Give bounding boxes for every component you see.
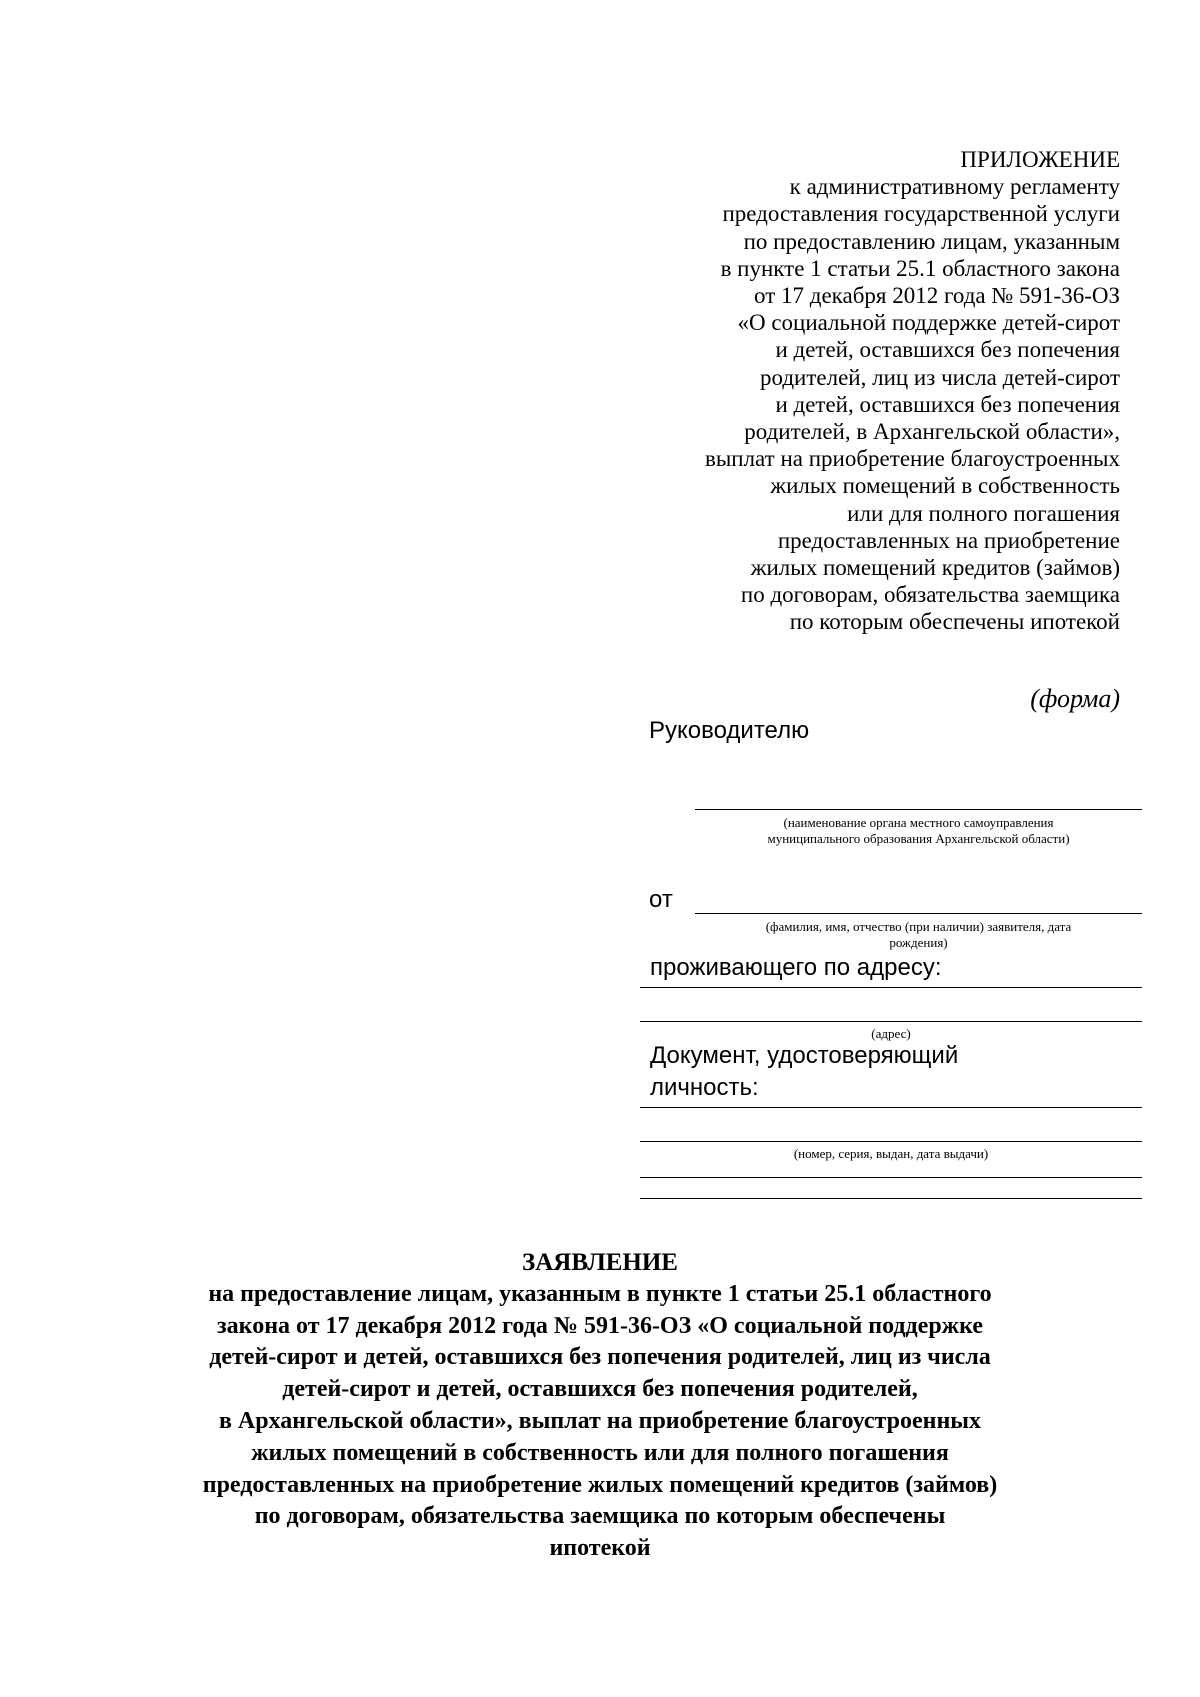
recipient-caption-line: муниципального образования Архангельской области)	[767, 831, 1070, 846]
statement-title-line: детей-сирот и детей, оставшихся без попечения родителей, лиц из числа	[209, 1344, 991, 1371]
statement-title-line: жилых помещений в собственность или для полного погашения	[251, 1439, 949, 1466]
statement-title-line: на предоставление лицам, указанным в пункте 1 статьи 25.1 областного	[208, 1280, 992, 1307]
id-document-field-line-2[interactable]	[640, 1141, 1142, 1142]
appendix-line: предоставленных на приобретение	[777, 527, 1120, 553]
statement-title-line: закона от 17 декабря 2012 года № 591-36-ОЗ «О социальной поддержке	[217, 1312, 983, 1339]
form-mark: (форма)	[1030, 684, 1120, 713]
recipient-caption	[695, 815, 1142, 847]
recipient-field-line[interactable]	[695, 809, 1142, 810]
appendix-header	[600, 146, 1120, 636]
appendix-line: по которым обеспечены ипотекой	[789, 609, 1120, 635]
statement-title-line: ипотекой	[549, 1535, 651, 1562]
id-document-field-line-4[interactable]	[640, 1198, 1142, 1199]
appendix-line: и детей, оставшихся без попечения	[775, 391, 1120, 417]
appendix-line: предоставления государственной услуги	[722, 201, 1120, 227]
appendix-line: «О социальной поддержке детей-сирот	[737, 310, 1120, 336]
statement-title	[100, 1247, 1100, 1565]
appendix-line: выплат на приобретение благоустроенных	[704, 446, 1120, 472]
id-document-field-line-3[interactable]	[640, 1177, 1142, 1178]
id-document-label-line: Документ, удостоверяющий	[650, 1042, 959, 1069]
applicant-field-line[interactable]	[695, 913, 1142, 914]
appendix-line: родителей, лиц из числа детей-сирот	[759, 364, 1120, 390]
appendix-line: к административному регламенту	[789, 174, 1120, 200]
applicant-caption-line: рождения)	[889, 935, 948, 950]
appendix-line: родителей, в Архангельской области»,	[744, 419, 1120, 445]
address-caption: (адрес)	[871, 1026, 911, 1041]
address-field-line[interactable]	[640, 987, 1142, 988]
id-document-field-line[interactable]	[640, 1107, 1142, 1108]
from-label: от	[649, 886, 673, 913]
appendix-line: и детей, оставшихся без попечения	[775, 337, 1120, 363]
appendix-line: ПРИЛОЖЕНИЕ	[960, 147, 1120, 172]
statement-heading: ЗАЯВЛЕНИЕ	[522, 1249, 678, 1276]
appendix-line: в пункте 1 статьи 25.1 областного закона	[720, 255, 1120, 281]
appendix-line: по договорам, обязательства заемщика	[740, 582, 1120, 608]
appendix-line: жилых помещений в собственность	[770, 473, 1120, 499]
address-label: проживающего по адресу:	[650, 954, 942, 981]
statement-title-line: детей-сирот и детей, оставшихся без попечения родителей,	[282, 1376, 918, 1403]
appendix-line: по предоставлению лицам, указанным	[743, 228, 1120, 254]
statement-title-line: предоставленных на приобретение жилых помещений кредитов (займов)	[202, 1471, 998, 1498]
appendix-line: жилых помещений кредитов (займов)	[750, 555, 1120, 581]
recipient-caption-line: (наименование органа местного самоуправления	[783, 815, 1054, 830]
appendix-line: от 17 декабря 2012 года № 591-36-ОЗ	[754, 283, 1120, 309]
id-document-caption: (номер, серия, выдан, дата выдачи)	[793, 1146, 989, 1161]
applicant-caption	[695, 919, 1142, 951]
address-field-line-2[interactable]	[640, 1021, 1142, 1022]
applicant-caption-line: (фамилия, имя, отчество (при наличии) заявителя, дата	[765, 919, 1072, 934]
statement-title-line: по договорам, обязательства заемщика по которым обеспечены	[254, 1503, 946, 1530]
appendix-line: или для полного погашения	[847, 500, 1120, 526]
id-document-label-line: личность:	[650, 1074, 759, 1101]
statement-title-line: в Архангельской области», выплат на приобретение благоустроенных	[218, 1407, 982, 1434]
recipient-label: Руководителю	[649, 717, 810, 744]
id-document-label	[650, 1040, 958, 1104]
